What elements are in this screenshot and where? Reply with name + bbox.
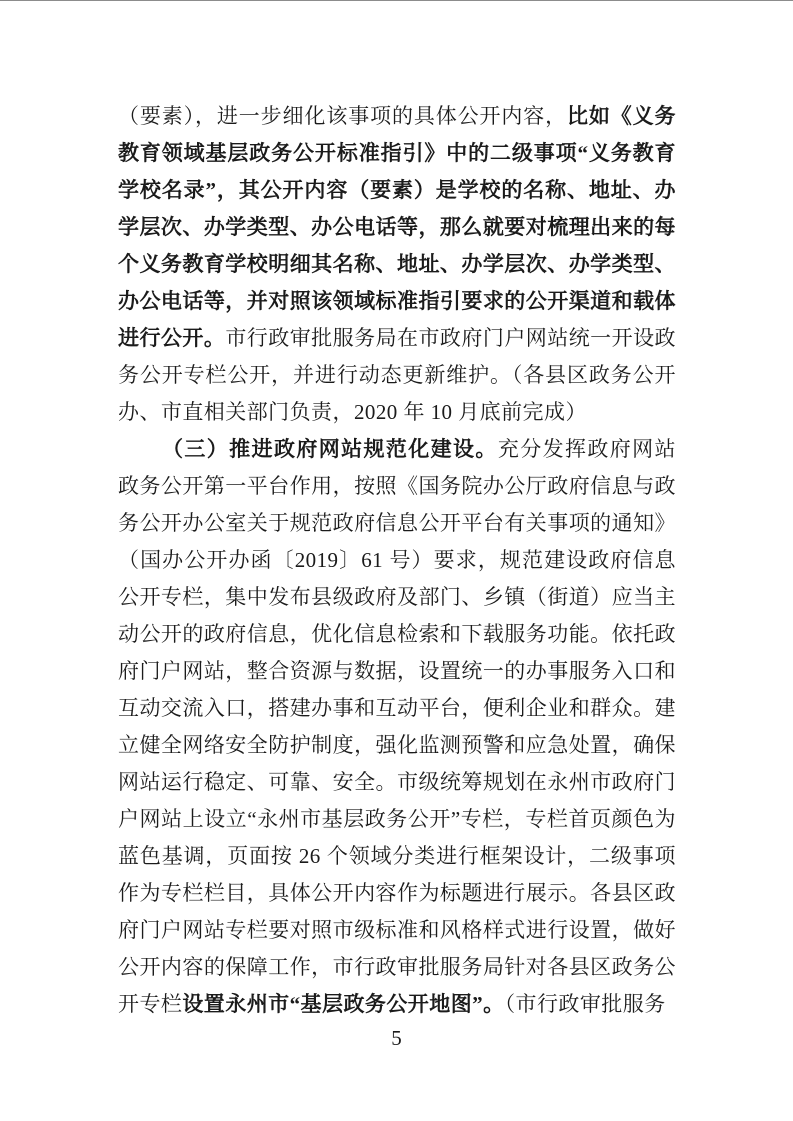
text-run: （要素），进一步细化该事项的具体公开内容， [118,104,568,128]
text-run-bold: 设置永州市“基层政务公开地图”。 [182,992,505,1016]
text-run-bold: 比如《义务教育领域基层政务公开标准指引》中的二级事项“义务教育学校名录”，其公开内容（要素）是学校的名称、地址、办学层次、办学类型、办公电话等，那么就要对梳理出来的每个义务教育学校明细其名称、地址、办学层次、办学类型、办公电话等，并对照该领域标准指引要求的公开渠道和载体进行公开。 [118,104,677,350]
page-number: 5 [391,1026,402,1050]
paragraph-continuation [118,98,676,431]
text-run: （市行政审批服务 [504,992,666,1016]
document-body [118,98,676,1023]
text-run-bold: （三）推进政府网站规范化建设。 [162,437,498,461]
paragraph-section-3 [118,431,676,1023]
text-run: 市行政审批服务局在市政府门户网站统一开设政务公开专栏公开，并进行动态更新维护。（各县区政务公开办、市直相关部门负责，2020 年 10 月底前完成） [118,326,676,424]
text-run: 充分发挥政府网站政务公开第一平台作用，按照《国务院办公厅政府信息与政务公开办公室关于规范政府信息公开平台有关事项的通知》（国办公开办函〔2019〕61 号）要求，规范建设政府信息公开专栏，集中发布县级政府及部门、乡镇（街道）应当主动公开的政府信息，优化信息检索和下载服务功能。依托政府门户网站，整合资源与数据，设置统一的办事服务入口和互动交流入口，搭建办事和互动平台，便利企业和群众。建立健全网络安全防护制度，强化监测预警和应急处置，确保网站运行稳定、可靠、安全。市级统筹规划在永州市政府门户网站上设立“永州市基层政务公开”专栏，专栏首页颜色为蓝色基调，页面按 26 个领域分类进行框架设计，二级事项作为专栏栏目，具体公开内容作为标题进行展示。各县区政府门户网站专栏要对照市级标准和风格样式进行设置，做好公开内容的保障工作，市行政审批服务局针对各县区政务公开专栏 [118,437,676,1016]
